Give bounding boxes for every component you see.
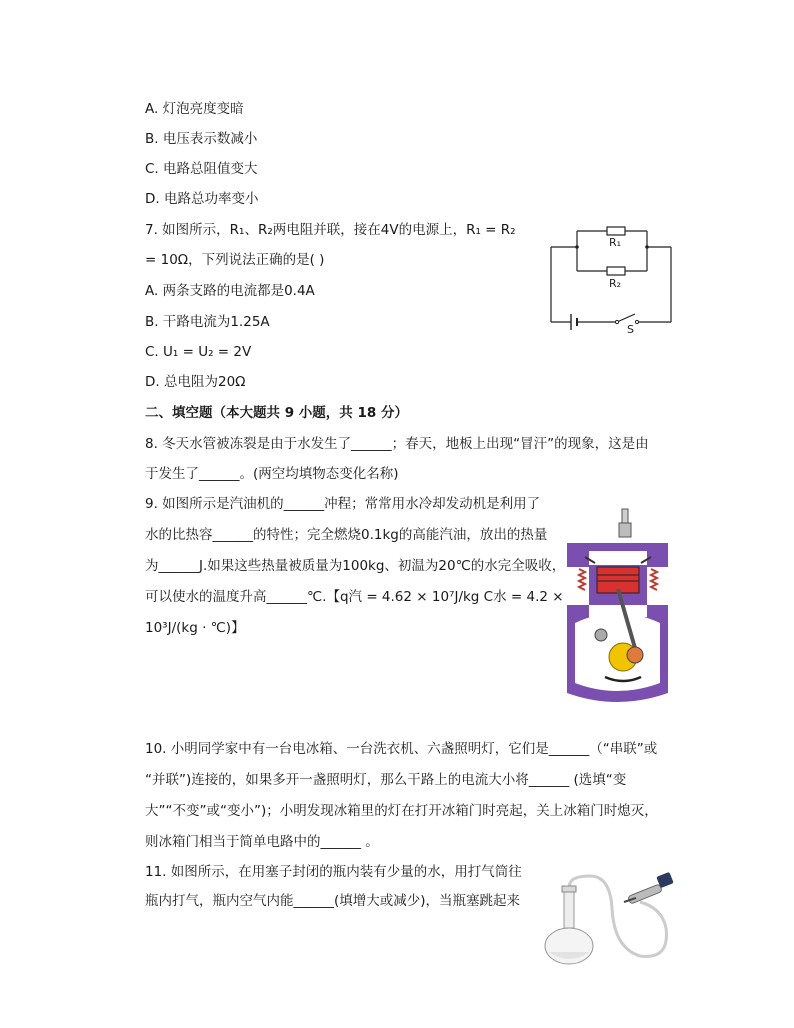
q9-stem-line4: 可以使水的温度升高______℃.【q汽 = 4.62 × 10⁷J/kg C水 = 4.2 ×	[145, 589, 564, 605]
q6-option-d: D. 电路总功率变小	[145, 191, 259, 207]
q7-option-b: B. 干路电流为1.25A	[145, 314, 270, 330]
air-pump	[628, 884, 663, 904]
q9-stem-line5: 10³J/(kg · ℃)】	[145, 620, 245, 636]
q10-stem-line3: 大”“不变”或“变小”)；小明发现冰箱里的灯在打开冰箱门时亮起，关上冰箱门时熄灭，	[145, 803, 658, 819]
q11-stem-line1: 11. 如图所示，在用塞子封闭的瓶内装有少量的水，用打气筒往	[145, 864, 522, 880]
q10-stem-line1: 10. 小明同学家中有一台电冰箱、一台洗衣机、六盏照明灯，它们是______（“串联”或	[145, 741, 658, 757]
q6-option-b: B. 电压表示数减小	[145, 131, 258, 147]
gasoline-engine-figure	[565, 505, 670, 705]
q9-stem-line1: 9. 如图所示是汽油机的______冲程；常常用水冷却发动机是利用了	[145, 496, 541, 512]
switch-blade	[617, 314, 635, 322]
q7-stem-line1: 7. 如图所示，R₁、R₂两电阻并联，接在4V的电源上，R₁ = R₂	[145, 222, 516, 238]
valve-spring-right	[651, 569, 657, 590]
parallel-circuit-diagram	[545, 225, 675, 335]
flask-neck	[564, 888, 574, 928]
flask-pump-figure	[540, 868, 680, 968]
q9-stem-line2: 水的比热容______的特性；完全燃烧0.1kg的高能汽油，放出的热量	[145, 527, 548, 543]
q8-stem-line1: 8. 冬天水管被冻裂是由于水发生了______；春天，地板上出现“冒汗”的现象，这是由	[145, 436, 649, 452]
q6-option-c: C. 电路总阻值变大	[145, 161, 258, 177]
r1-label: R₁	[608, 236, 622, 249]
q7-option-a: A. 两条支路的电流都是0.4A	[145, 283, 315, 299]
q6-option-a: A. 灯泡亮度变暗	[145, 101, 244, 117]
q8-stem-line2: 于发生了______。(两空均填物态变化名称)	[145, 466, 399, 482]
stopper	[562, 886, 576, 892]
q7-option-c: C. U₁ = U₂ = 2V	[145, 344, 252, 360]
resistor-r1	[607, 227, 625, 235]
q7-stem-line2: = 10Ω，下列说法正确的是( )	[145, 252, 325, 268]
section2-heading: 二、填空题（本大题共 9 小题，共 18 分）	[145, 405, 408, 421]
switch-label: S	[627, 323, 634, 335]
q7-option-d: D. 总电阻为20Ω	[145, 374, 246, 390]
r2-label: R₂	[608, 277, 622, 290]
resistor-r2	[607, 267, 625, 275]
q11-stem-line2: 瓶内打气，瓶内空气内能______(填增大或减少)，当瓶塞跳起来	[145, 893, 521, 909]
q9-stem-line3: 为______J.如果这些热量被质量为100kg、初温为20℃的水完全吸收，	[145, 558, 566, 574]
valve-spring-left	[579, 569, 585, 590]
q10-stem-line4: 则冰箱门相当于简单电路中的______ 。	[145, 834, 379, 850]
q10-stem-line2: “并联”)连接的，如果多开一盏照明灯，那么干路上的电流大小将______ (选填“变	[145, 772, 627, 788]
